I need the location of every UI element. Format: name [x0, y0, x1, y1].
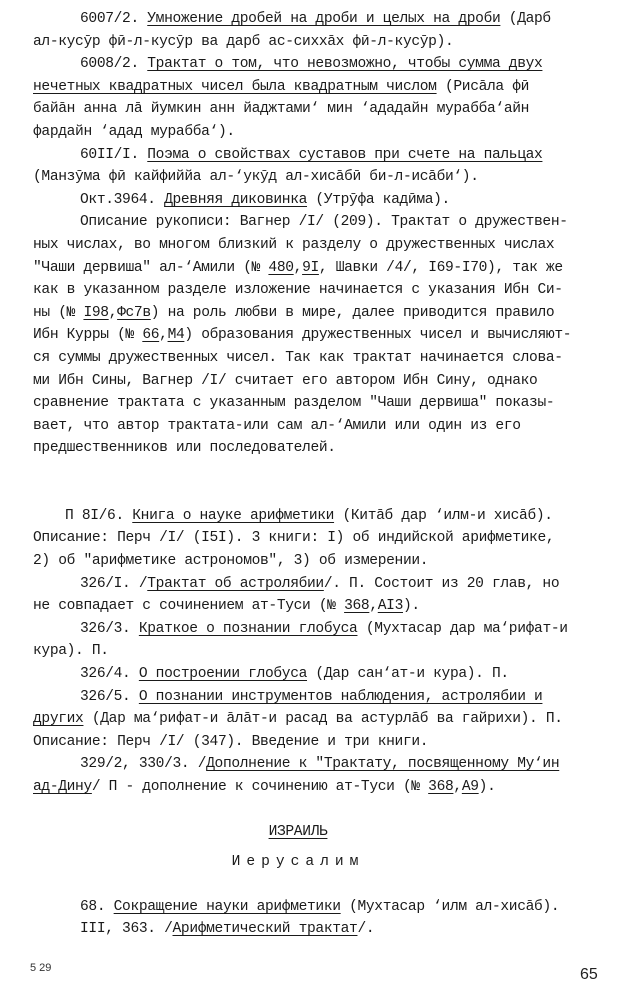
catalog-entry: [33, 211, 593, 460]
underlined-title: О построении глобуса: [138, 666, 308, 683]
text-line: [33, 144, 593, 167]
text-span: ,: [453, 779, 462, 795]
text-line: [33, 370, 593, 393]
text-line: [33, 595, 593, 618]
underlined-title: О познании инструментов наблюдения, астролябии и: [138, 688, 543, 705]
catalog-entry: [33, 144, 593, 189]
text-span: ных числах, во многом близкий к разделу о дружественных числах: [33, 236, 555, 253]
text-span: Описание: Перч /I/ (347). Введение и три книги.: [33, 733, 429, 750]
page-number: 65: [580, 966, 598, 983]
text-span: (Мухтасар дар ма‘рифат-и: [357, 620, 568, 637]
text-span: ны (№: [33, 304, 84, 321]
text-span: ) на роль любви в мире, далее приводится правило: [150, 304, 555, 321]
text-line: [33, 918, 593, 941]
underlined-title: Краткое о познании глобуса: [138, 620, 358, 637]
text-span: (Дар ма‘рифат-и āлāт-и расад ва астурлāб ва гайрихи). П.: [83, 711, 563, 728]
text-span: Описание: Перч /I/ (I5I). 3 книги: I) об индийской арифметике,: [33, 530, 555, 547]
text-span: (Дарб: [500, 11, 551, 27]
text-line: [33, 8, 593, 31]
underlined-title: Умножение дробей на дроби и целых на дроби: [147, 11, 501, 27]
text-line: [33, 392, 593, 415]
underlined-title: нечетных квадратных чисел была квадратным числом: [33, 78, 437, 95]
entries-top: [33, 8, 593, 460]
text-span: ,: [108, 304, 118, 321]
text-span: фардайн ‘адад мурабба‘).: [33, 123, 235, 140]
catalog-entry: [33, 686, 593, 754]
text-span: (Китāб дар ‘илм-и хисāб).: [334, 507, 553, 524]
underlined-title: Поэма о свойствах суставов при счете на пальцах: [147, 146, 543, 163]
text-span: предшественников или последователей.: [33, 440, 336, 457]
text-span: / П - дополнение к сочинению ат-Туси (№: [91, 779, 429, 795]
text-span: не совпадает с сочинением ат-Туси (№: [33, 598, 345, 615]
text-line: [33, 324, 593, 347]
text-span: (Утрӯфа кадӣма).: [307, 191, 450, 208]
entries-mid: [33, 505, 593, 799]
text-line: [33, 211, 593, 234]
underlined-title: Арифметический трактат: [172, 921, 358, 938]
text-span: Описание рукописи: Вагнер /I/ (209). Трактат о дружествен-: [80, 214, 568, 231]
text-line: [33, 166, 593, 189]
underlined-title: других: [33, 711, 84, 728]
catalog-entry: [33, 753, 593, 798]
text-line: [33, 505, 593, 528]
text-line: [33, 663, 593, 686]
underlined-title: 66: [142, 327, 160, 344]
text-span: 326/4.: [80, 666, 139, 683]
text-line: [33, 753, 593, 776]
text-span: ,: [159, 327, 168, 344]
country-heading: ИЗРАИЛЬ: [268, 823, 328, 840]
catalog-entry: [33, 573, 593, 618]
text-span: (Дар сан‘ат-и кура). П.: [307, 666, 509, 683]
underlined-title: ад-Дину: [33, 779, 92, 795]
underlined-title: 9I: [302, 259, 319, 276]
text-span: "Чаши дервиша" ал-‘Амили (№: [33, 259, 269, 276]
text-line: [33, 708, 593, 731]
catalog-entry: [33, 53, 593, 143]
text-span: 68.: [80, 898, 114, 915]
text-line: [33, 573, 593, 596]
underlined-title: 368: [428, 779, 454, 795]
text-span: Окт.3964.: [80, 191, 165, 208]
text-span: ся суммы дружественных чисел. Так как трактат начинается слова-: [33, 349, 563, 366]
text-span: сравнение трактата с указанным разделом "Чаши дервиша" показы-: [33, 395, 555, 412]
text-span: (Мухтасар ‘илм ал-хисāб).: [340, 898, 560, 915]
text-span: 326/I. /: [80, 575, 148, 592]
text-span: ) образования дружественных чисел и вычисляют-: [184, 327, 572, 344]
catalog-entry: [33, 618, 593, 663]
text-span: ми Ибн Сины, Вагнер /I/ считает его автором Ибн Сину, однако: [33, 372, 538, 389]
text-line: [33, 257, 593, 280]
text-span: байāн анна лā йумкин анн йаджтами‘ мин ‘ададайн мурабба‘айн: [33, 101, 530, 118]
text-line: [33, 98, 593, 121]
text-span: ,: [293, 259, 303, 276]
text-span: III, 363. /: [80, 921, 173, 938]
city-heading: Иерусалим: [231, 854, 365, 871]
text-span: (Манзӯма фӣ кайфиййа ал-‘укӯд ал-хисāбӣ би-л-исāби‘).: [33, 169, 479, 186]
text-span: , Шавки /4/, I69-I70), так же: [318, 259, 563, 276]
text-span: (Рисāла фӣ: [436, 78, 530, 95]
underlined-title: 368: [344, 598, 370, 615]
text-span: 326/3.: [80, 620, 139, 637]
text-span: 60II/I.: [80, 146, 148, 163]
text-span: вает, что автор трактата-или сам ал-‘Амили или один из его: [33, 417, 521, 434]
text-line: [33, 234, 593, 257]
text-line: [33, 776, 593, 799]
underlined-title: Книга о науке арифметики: [132, 507, 335, 524]
text-line: [33, 302, 593, 325]
text-line: [33, 347, 593, 370]
section-gap: [33, 460, 593, 505]
text-line: [33, 896, 593, 919]
underlined-title: АI3: [377, 598, 403, 615]
catalog-entry: [33, 663, 593, 686]
catalog-entry: [33, 8, 593, 53]
document-page: [33, 8, 593, 941]
text-span: кура). П.: [33, 643, 109, 660]
underlined-title: Древняя диковинка: [164, 191, 308, 208]
underlined-title: Дополнение к "Трактату, посвященному Му‘ин: [206, 756, 560, 773]
section-gap: [33, 874, 593, 896]
text-span: ,: [369, 598, 378, 615]
underlined-title: 480: [268, 259, 294, 276]
text-span: 329/2, 330/3. /: [80, 756, 207, 773]
signature-mark: 5 29: [30, 962, 52, 974]
catalog-entry: [33, 896, 593, 941]
underlined-title: Трактат об астролябии: [147, 575, 324, 592]
text-line: [33, 527, 593, 550]
text-span: 2) об "арифметике астрономов", 3) об измерении.: [33, 553, 429, 570]
section-gap: [33, 799, 593, 821]
text-line: [33, 640, 593, 663]
text-line: [33, 76, 593, 99]
text-span: как в указанном разделе изложение начинается с указания Ибн Си-: [33, 282, 563, 299]
underlined-title: А9: [461, 779, 479, 795]
text-span: 6008/2.: [80, 56, 148, 73]
text-line: [33, 437, 593, 460]
text-span: /. П. Состоит из 20 глав, но: [323, 575, 560, 592]
underlined-title: М4: [167, 327, 185, 344]
text-line: [33, 53, 593, 76]
text-span: Ибн Курры (№: [33, 327, 143, 344]
underlined-title: I98: [83, 304, 109, 321]
text-line: [33, 550, 593, 573]
text-line: [33, 415, 593, 438]
text-line: [33, 189, 593, 212]
text-span: /.: [357, 921, 375, 938]
catalog-entry: [33, 505, 593, 573]
entries-bottom: [33, 896, 593, 941]
text-line: [33, 31, 593, 54]
text-span: ).: [402, 598, 420, 615]
text-line: [33, 618, 593, 641]
text-span: П 8I/6.: [65, 507, 133, 524]
text-line: [33, 686, 593, 709]
catalog-entry: [33, 189, 593, 212]
text-span: 6007/2.: [80, 11, 148, 27]
text-span: ал-кусӯр фӣ-л-кусӯр ва дарб ас-сиххāх фӣ-л-кусӯр).: [33, 33, 454, 50]
underlined-title: Сокращение науки арифметики: [113, 898, 341, 915]
text-span: ).: [478, 779, 496, 795]
text-line: [33, 731, 593, 754]
underlined-title: Трактат о том, что невозможно, чтобы сумма двух: [147, 56, 543, 73]
text-line: [33, 121, 593, 144]
text-span: 326/5.: [80, 688, 139, 705]
underlined-title: Фс7в: [117, 304, 151, 321]
text-line: [33, 279, 593, 302]
